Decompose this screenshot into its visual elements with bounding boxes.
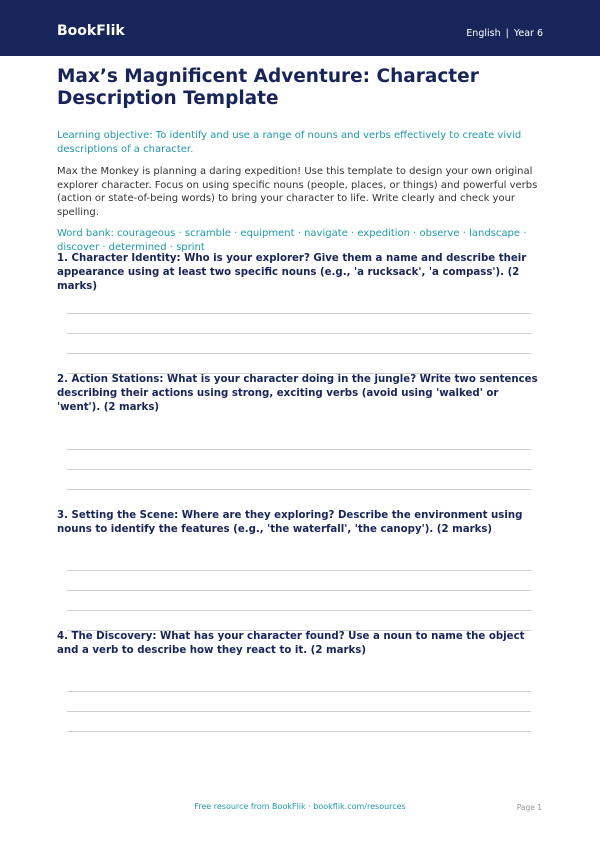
answer-line[interactable] [67,353,531,354]
footer-text: Free resource from BookFlik · bookflik.com/resources [194,802,406,811]
answer-line[interactable] [67,489,531,490]
answer-line[interactable] [67,731,531,732]
answer-line[interactable] [67,449,531,450]
brand-logo: BookFlik [57,23,125,39]
answer-line[interactable] [67,590,531,591]
intro-paragraph: Max the Monkey is planning a daring expedition! Use this template to design your own original explorer character. Focus on using specific nouns (people, places, or things) and powerful verbs (action or state-of-being words) to bring your character to life. Write clearly and check your spelling. [57,166,538,218]
answer-line[interactable] [67,313,531,314]
question-text: 4. The Discovery: What has your character found? Use a noun to name the object and a verb to describe how they react to it. (2 marks) [57,631,525,656]
question-4 [57,630,542,658]
question-text: 2. Action Stations: What is your character doing in the jungle? Write two sentences describing their actions using strong, exciting verbs (avoid using 'walked' or 'went'). (2 marks) [57,374,538,413]
page-number: Page 1 [516,803,542,812]
answer-line[interactable] [67,570,531,571]
header-bar [0,0,600,56]
meta-separator: | [505,28,509,39]
question-2 [57,373,542,415]
learning-objective: Learning objective: To identify and use a range of nouns and verbs effectively to create vivid descriptions of a character. [57,130,522,155]
question-text: 3. Setting the Scene: Where are they exploring? Describe the environment using nouns to identify the features (e.g., 'the waterfall', 'the canopy'). (2 marks) [57,510,523,535]
header-meta [466,28,543,39]
answer-line[interactable] [67,333,531,334]
word-bank: Word bank: courageous · scramble · equipment · navigate · expedition · observe · landscape · discover · determined · sprint [57,228,527,253]
question-text: 1. Character Identity: Who is your explorer? Give them a name and describe their appearance using at least two specific nouns (e.g., 'a rucksack', 'a compass'). (2 marks) [57,253,527,292]
answer-line[interactable] [67,691,531,692]
page-title: Max’s Magnificent Adventure: Character Description Template [57,66,479,109]
intro-section [57,66,542,254]
subject-label: English [466,28,501,39]
year-label: Year 6 [513,28,543,39]
question-1 [57,252,542,294]
answer-line[interactable] [67,469,531,470]
answer-line[interactable] [67,711,531,712]
question-3 [57,509,542,537]
answer-line[interactable] [67,610,531,611]
